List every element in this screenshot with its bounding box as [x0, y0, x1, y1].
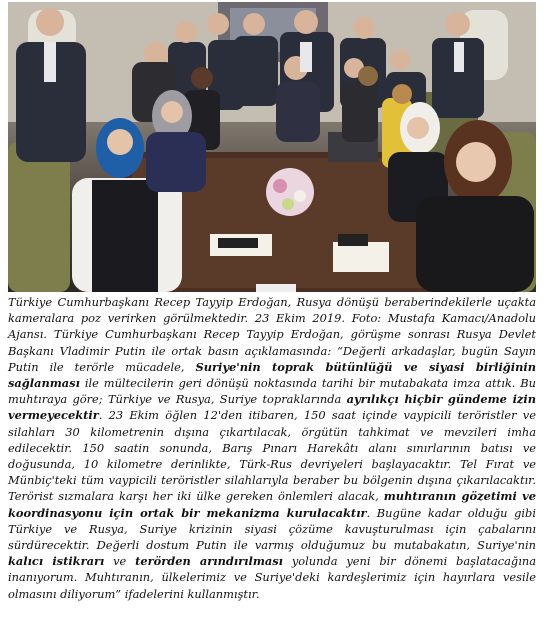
body-text: Türkiye Cumhurbaşkanı Recep Tayyip Erdoğan, görüşme sonrası Rusya Devlet Başkanı Vladimir Putin ile ortak basın açıklamasında: “Değerli arkadaşlar, bugün Sayın Putin ile terörle mücadele,	[8, 327, 536, 374]
photo-caption: Türkiye Cumhurbaşkanı Recep Tayyip Erdoğan, Rusya dönüşü beraberindekilerle uçakta kameralara poz verirken görülmektedir. 23 Ekim 2019. Foto: Mustafa Kamacı/Anadolu Ajansı.	[8, 295, 536, 342]
body-text: . 23 Ekim öğlen 12'den itibaren, 150 saat içinde vaypicili teröristler ve silahları 30 kilometrenin dışına çıkartılacak, örgütün tahkimat ve mevzileri imha edilecektir. 150 saatin sonunda, Barış Pınarı Harekâtı alanı sınırlarının batısı ve doğusunda, 10 kilometre derinlikte, Türk-Rus devriyeleri başlayacaktır. Tel Fırat ve Münbiç'teki tüm vaypicili teröristler silahlarıyla beraber bu bölgenin dışına çıkarılacaktır. Terörist sızmalara karşı her iki ülke gereken önlemleri alacak,	[8, 408, 536, 504]
emphasis-text: muhtıranın gözetimi ve koordinasyonu için ortak bir mekanizma kurulacaktır	[8, 489, 536, 520]
body-text: ve	[104, 554, 136, 569]
news-photo	[8, 2, 536, 292]
emphasis-text: terörden arındırılması	[135, 554, 284, 569]
body-text: . Bugüne kadar olduğu gibi Türkiye ve Rusya, Suriye krizinin siyasi çözüme kavuşturulması için çabalarını sürdürecektir. Değerli dostum Putin ile varmış olduğumuz bu mutabakatın, Suriye'nin	[8, 505, 536, 553]
article-text	[8, 294, 536, 602]
emphasis-text: Suriye'nin toprak bütünlüğü ve siyasi birliğinin sağlanması	[8, 359, 536, 391]
emphasis-text: ayrılıkçı hiçbir gündeme izin vermeyecektir	[8, 392, 536, 423]
article-paragraph	[8, 294, 536, 602]
body-text: ile mültecilerin geri dönüşü noktasında tarihi bir mutabakata imza attık. Bu muhtıraya göre; Türkiye ve Rusya, Suriye topraklarında	[8, 376, 536, 407]
body-text: yolunda yeni bir dönemi başlatacağına inanıyorum. Muhtıranın, ülkelerimiz ve Suriye'deki kardeşlerimiz için hayırlara vesile olmasını diliyorum” ifadelerini kullanmıştır.	[8, 554, 536, 601]
group-photo-illustration	[8, 2, 536, 292]
emphasis-text: kalıcı istikrarı	[8, 554, 105, 569]
